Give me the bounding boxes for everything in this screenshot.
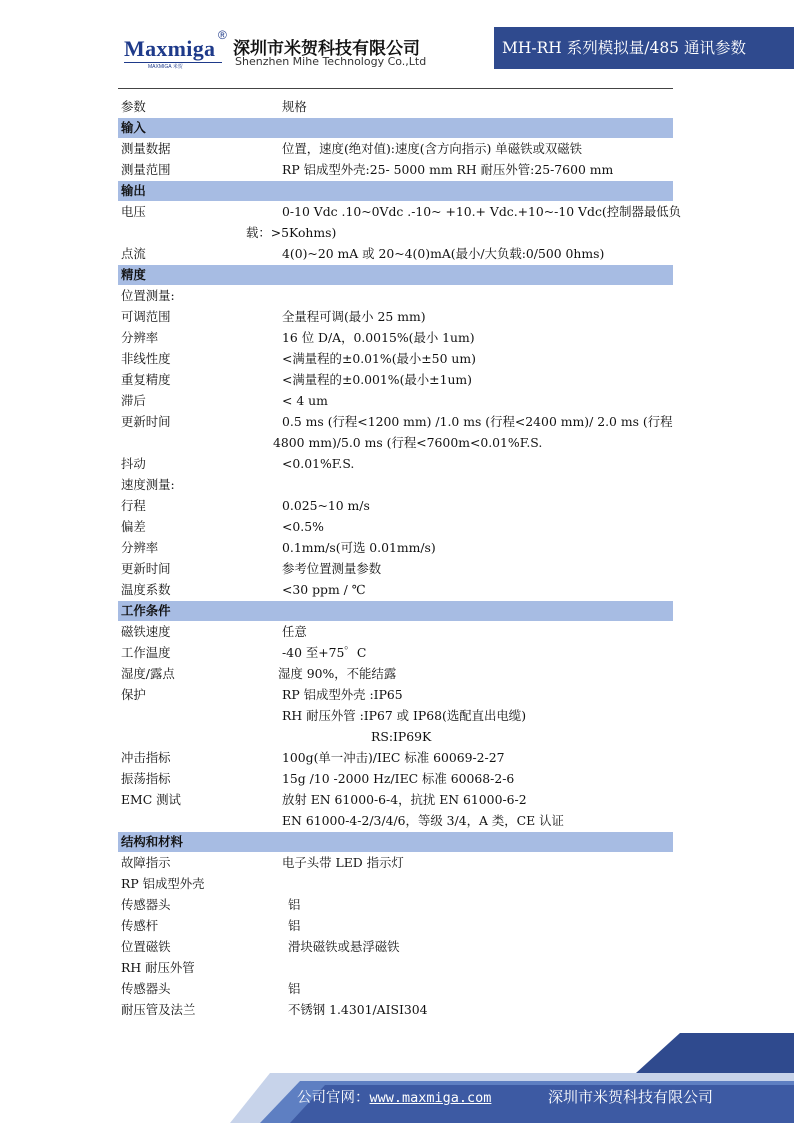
table-row xyxy=(118,852,673,873)
row-value: 15g /10 -2000 Hz/IEC 标准 60068-2-6 xyxy=(282,771,515,786)
row-value-continued: 载：>5Kohms) xyxy=(246,225,337,240)
row-label: 保护 xyxy=(121,687,146,702)
row-value: 0.5 ms (行程<1200 mm) /1.0 ms (行程<2400 mm)/ 2.0 ms (行程 xyxy=(282,414,673,429)
row-label: 湿度/露点 xyxy=(121,666,175,681)
table-row xyxy=(118,684,673,705)
row-label: RP 铝成型外壳 xyxy=(121,876,205,891)
row-label: 温度系数 xyxy=(121,582,171,597)
row-label: 冲击指标 xyxy=(121,750,171,765)
row-label: 非线性度 xyxy=(121,351,171,366)
speed-measure-title: 速度测量: xyxy=(121,477,175,492)
row-label: 行程 xyxy=(121,498,146,513)
row-label: 传感器头 xyxy=(121,897,171,912)
table-row xyxy=(118,495,673,516)
table-row xyxy=(118,390,673,411)
table-row xyxy=(118,138,673,159)
table-row xyxy=(118,411,673,453)
row-label: 测量数据 xyxy=(121,141,171,156)
table-row xyxy=(118,642,673,663)
row-value: RS:IP69K xyxy=(371,729,432,744)
row-label: 滞后 xyxy=(121,393,146,408)
row-value: 100g(单一冲击)/IEC 标准 60069-2-27 xyxy=(282,750,505,765)
row-label: 重复精度 xyxy=(121,372,171,387)
row-value: 铝 xyxy=(288,897,301,912)
table-row-continued xyxy=(118,726,673,747)
table-row xyxy=(118,915,673,936)
footer-url-link[interactable]: www.maxmiga.com xyxy=(369,1090,492,1106)
row-value: 放射 EN 61000-6-4，抗扰 EN 61000-6-2 xyxy=(282,792,527,807)
row-value: <满量程的±0.01%(最小±50 um) xyxy=(282,351,476,366)
footer-site-label: 公司官网： xyxy=(297,1090,370,1106)
subsection-title xyxy=(118,285,673,306)
row-label: 传感器头 xyxy=(121,981,171,996)
footer-website xyxy=(297,1086,491,1107)
row-value: <0.01%F.S. xyxy=(282,456,355,471)
footer-corner-dark xyxy=(636,1033,794,1073)
table-row xyxy=(118,369,673,390)
section-structure: 结构和材料 xyxy=(118,832,673,852)
document-title: MH-RH 系列模拟量/485 通讯参数 xyxy=(494,27,794,69)
company-name-en: Shenzhen Mihe Technology Co.,Ltd xyxy=(235,55,427,68)
row-label: 位置磁铁 xyxy=(121,939,171,954)
row-label: 磁铁速度 xyxy=(121,624,171,639)
table-row xyxy=(118,957,673,978)
table-row xyxy=(118,558,673,579)
row-label: 可调范围 xyxy=(121,309,171,324)
company-name-cn: 深圳市米贺科技有限公司 xyxy=(233,39,420,59)
header-param: 参数 xyxy=(121,99,146,114)
row-value: < 4 um xyxy=(282,393,328,408)
row-value: EN 61000-4-2/3/4/6，等级 3/4，A 类，CE 认证 xyxy=(282,813,564,828)
table-row xyxy=(118,243,673,264)
row-label: 点流 xyxy=(121,246,146,261)
row-value: 位置，速度(绝对值):速度(含方向指示) 单磁铁或双磁铁 xyxy=(282,141,583,156)
row-value: RP 铝成型外壳 :IP65 xyxy=(282,687,403,702)
row-label: RH 耐压外管 xyxy=(121,960,195,975)
row-value: <满量程的±0.001%(最小±1um) xyxy=(282,372,473,387)
table-row-continued xyxy=(118,810,673,831)
row-value: RP 铝成型外壳:25- 5000 mm RH 耐压外管:25-7600 mm xyxy=(282,162,614,177)
row-value: 16 位 D/A，0.0015%(最小 1um) xyxy=(282,330,475,345)
table-row xyxy=(118,348,673,369)
footer-company: 深圳市米贺科技有限公司 xyxy=(548,1088,714,1106)
table-row xyxy=(118,663,673,684)
table-row xyxy=(118,789,673,810)
table-row xyxy=(118,537,673,558)
table-row xyxy=(118,894,673,915)
page-header xyxy=(0,0,794,90)
table-row xyxy=(118,327,673,348)
logo-wordmark: Maxmiga xyxy=(124,36,216,61)
registered-mark: ® xyxy=(218,28,227,42)
row-label: 传感杆 xyxy=(121,918,159,933)
row-value: 0.025~10 m/s xyxy=(282,498,370,513)
row-value: 0-10 Vdc .10~0Vdc .-10~ +10.+ Vdc.+10~-10 Vdc(控制器最低负 xyxy=(282,204,682,219)
table-row xyxy=(118,999,673,1020)
row-label: 更新时间 xyxy=(121,414,171,429)
row-label: 分辨率 xyxy=(121,330,159,345)
table-row xyxy=(118,768,673,789)
row-value: 铝 xyxy=(288,981,301,996)
table-row xyxy=(118,516,673,537)
row-label: 故障指示 xyxy=(121,855,171,870)
row-value-continued: 4800 mm)/5.0 ms (行程<7600m<0.01%F.S. xyxy=(273,435,543,450)
row-value: 湿度 90%，不能结露 xyxy=(278,666,397,681)
section-precision: 精度 xyxy=(118,265,673,285)
row-value: 0.1mm/s(可选 0.01mm/s) xyxy=(282,540,436,555)
table-row xyxy=(118,936,673,957)
header-rule xyxy=(118,88,673,89)
row-value: 电子头带 LED 指示灯 xyxy=(282,855,404,870)
row-value: 全量程可调(最小 25 mm) xyxy=(282,309,426,324)
row-label: 工作温度 xyxy=(121,645,171,660)
row-label: 测量范围 xyxy=(121,162,171,177)
row-value: 4(0)~20 mA 或 20~4(0)mA(最小/大负载:0/500 0hms) xyxy=(282,246,605,261)
row-label: 振荡指标 xyxy=(121,771,171,786)
row-value: 铝 xyxy=(288,918,301,933)
position-measure-title: 位置测量: xyxy=(121,288,175,303)
row-label: EMC 测试 xyxy=(121,792,181,807)
table-row xyxy=(118,579,673,600)
section-input: 输入 xyxy=(118,118,673,138)
row-value: 不锈钢 1.4301/AISI304 xyxy=(288,1002,428,1017)
row-label: 抖动 xyxy=(121,456,146,471)
row-label: 耐压管及法兰 xyxy=(121,1002,196,1017)
spec-table xyxy=(118,96,682,1020)
row-label: 偏差 xyxy=(121,519,146,534)
row-value: -40 至+75゜C xyxy=(282,645,367,660)
row-value: <30 ppm / ℃ xyxy=(282,582,366,597)
row-label: 分辨率 xyxy=(121,540,159,555)
header-spec: 规格 xyxy=(282,99,307,114)
table-row xyxy=(118,978,673,999)
table-row xyxy=(118,159,673,180)
section-work-conditions: 工作条件 xyxy=(118,601,673,621)
logo-subtext: MAXMIGA 米贺 xyxy=(148,64,183,70)
table-row xyxy=(118,621,673,642)
table-row xyxy=(118,306,673,327)
row-value: 任意 xyxy=(282,624,307,639)
table-header-row xyxy=(118,96,673,117)
table-row-continued xyxy=(118,705,673,726)
subsection-title xyxy=(118,474,673,495)
table-row xyxy=(118,747,673,768)
table-row xyxy=(118,453,673,474)
row-value: 滑块磁铁或悬浮磁铁 xyxy=(288,939,400,954)
table-row xyxy=(118,201,682,243)
footer-decoration xyxy=(0,1033,794,1123)
row-value: 参考位置测量参数 xyxy=(282,561,382,576)
section-output: 输出 xyxy=(118,181,673,201)
table-row xyxy=(118,873,673,894)
row-value: RH 耐压外管 :IP67 或 IP68(选配直出电缆) xyxy=(282,708,527,723)
row-value: <0.5% xyxy=(282,519,324,534)
row-label: 电压 xyxy=(121,204,146,219)
row-label: 更新时间 xyxy=(121,561,171,576)
